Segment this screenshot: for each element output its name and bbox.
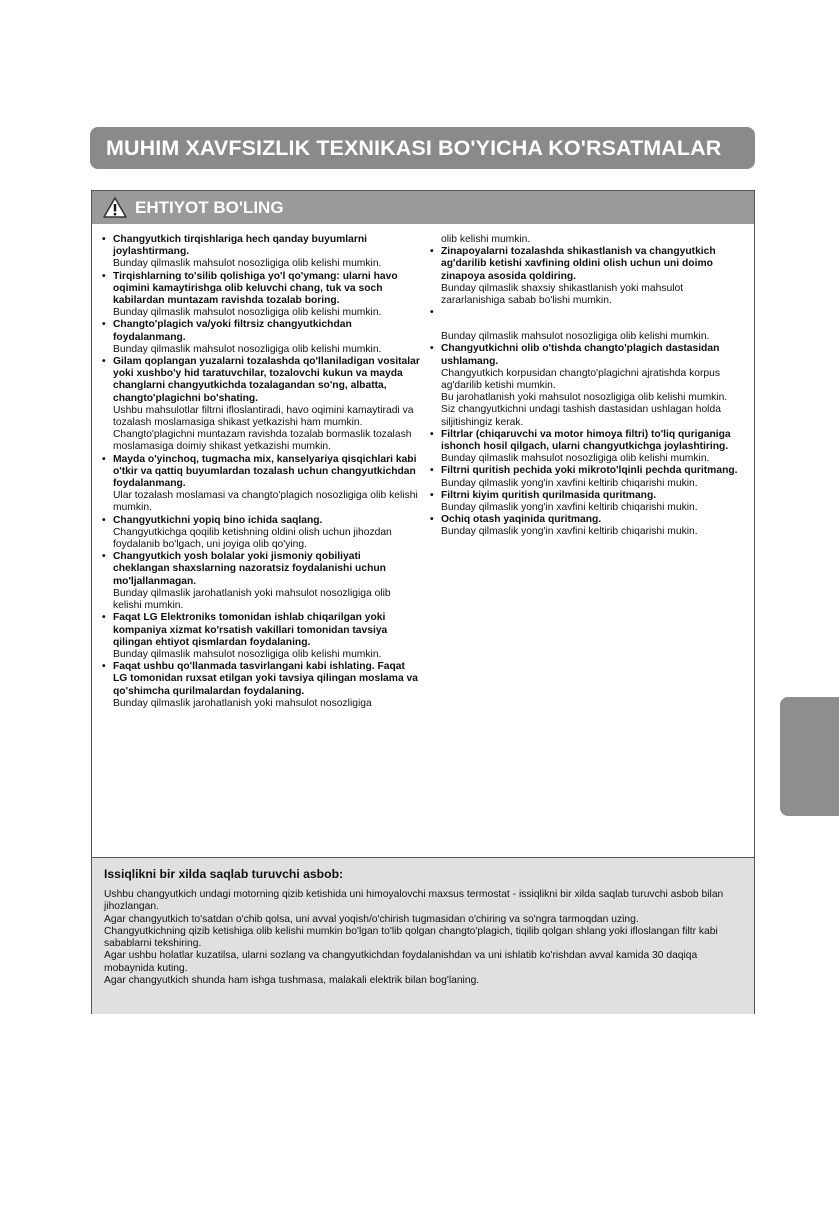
item-heading: Changyutkichni olib o'tishda changto'plagich dastasidan ushlamang.: [441, 343, 720, 367]
item-heading: Faqat LG Elektroniks tomonidan ishlab chiqarilgan yoki kompaniya xizmat ko'rsatish vakillari tomonidan tavsiya qilingan ehtiyot qismlardan foydalaning.: [113, 612, 388, 648]
warning-triangle-icon: [103, 197, 127, 218]
bullet: •: [102, 514, 106, 526]
item-heading: Changyutkichni yopiq bino ichida saqlang.: [113, 514, 323, 526]
right-column: [430, 234, 748, 539]
list-item: [102, 271, 420, 320]
blank-list-item: [430, 307, 748, 343]
item-body: Bunday qilmaslik mahsulot nosozligiga olib kelishi mumkin.: [441, 453, 710, 465]
item-body: Bunday qilmaslik yong'in xavfini keltirib chiqarishi mukin.: [441, 477, 698, 489]
list-item: [430, 246, 748, 307]
list-item: [430, 343, 748, 428]
list-item: [102, 515, 420, 552]
list-item: [430, 490, 748, 514]
thermostat-title: Issiqlikni bir xilda saqlab turuvchi asbob:: [104, 867, 344, 881]
thermostat-paragraph: Changyutkichning qizib ketishiga olib kelishi mumkin bo'lgan to'lib qolgan changto'plagich, tiqilib qolgan shlang yoki ifloslangan filtr kabi sabablarni tekshiring.: [104, 925, 718, 950]
caution-frame: [91, 190, 755, 1014]
item-body: Bunday qilmaslik shaxsiy shikastlanish yoki mahsulot zararlanishiga sabab bo'lishi mumkin.: [441, 282, 684, 307]
blank-gap: [441, 307, 748, 331]
page-title-bar: [90, 127, 755, 169]
right-item-list-a: [430, 246, 748, 307]
list-item: [430, 465, 748, 489]
item-body: Ushbu mahsulotlar filtrni ifloslantiradi, havo oqimini kamaytiradi va tozalash moslamasiga shikast yetkazishi ham mumkin.: [113, 404, 414, 429]
bullet: •: [430, 343, 434, 355]
list-item: [102, 356, 420, 454]
bullet: •: [102, 453, 106, 465]
bullet: •: [430, 307, 434, 319]
item-body: Bunday qilmaslik yong'in xavfini keltirib chiqarishi mukin.: [441, 502, 698, 514]
list-item: [430, 429, 748, 466]
item-heading: Faqat ushbu qo'llanmada tasvirlangani kabi ishlating. Faqat LG tomonidan ruxsat etilgan yoki tavsiya qilingan moslama va qo'shimcha qurilmalardan foydalaning.: [113, 661, 418, 697]
thermostat-paragraph: Agar changyutkich to'satdan o'chib qolsa, uni avval yoqish/o'chirish tugmasidan o'chiring va so'ngra tarmoqdan uzing.: [104, 913, 639, 925]
bullet: •: [430, 514, 434, 526]
bullet: •: [102, 319, 106, 331]
item-body: Siz changyutkichni undagi tashish dastasidan ushlagan holda siljitishingiz kerak.: [441, 404, 721, 428]
item-heading: Changyutkich tirqishlariga hech qanday buyumlarni joylashtirmang.: [113, 234, 368, 258]
item-heading: Filtrni quritish pechida yoki mikroto'lqinli pechda quritmang.: [441, 465, 738, 477]
list-item: [102, 319, 420, 356]
blank-item-body: Bunday qilmaslik mahsulot nosozligiga olib kelishi mumkin.: [441, 331, 710, 343]
bullet: •: [102, 356, 106, 368]
bullet: •: [430, 489, 434, 501]
thermostat-body: [104, 889, 744, 987]
thermostat-paragraph: Agar changyutkich shunda ham ishga tushmasa, malakali elektrik bilan bog'laning.: [104, 975, 480, 987]
item-body: Ular tozalash moslamasi va changto'plagich nosozligiga olib kelishi mumkin.: [113, 490, 418, 514]
left-item-list: [102, 234, 420, 710]
item-heading: Tirqishlarning to'silib qolishiga yo'l qo'ymang: ularni havo oqimini kamaytirishga olib keluvchi chang, tuk va soch kabilardan muntazam ravishda tozalab boring.: [113, 270, 398, 307]
thermostat-paragraph: Ushbu changyutkich undagi motorning qizib ketishida uni himoyalovchi maxsus termostat - issiqlikni bir xilda saqlab turuvchi asbob bilan jihozlangan.: [104, 889, 724, 913]
item-body: Bu jarohatlanish yoki mahsulot nosozligiga olib kelishi mumkin.: [441, 392, 728, 404]
bullet: •: [102, 551, 106, 563]
bullet: •: [102, 661, 106, 673]
item-heading: Ochiq otash yaqinida quritmang.: [441, 514, 602, 526]
caution-label: EHTIYOT BO'LING: [135, 197, 284, 217]
side-section-tab: [780, 697, 839, 816]
item-body: Bunday qilmaslik mahsulot nosozligiga olib kelishi mumkin.: [113, 258, 382, 270]
item-heading: Gilam qoplangan yuzalarni tozalashda qo'llaniladigan vositalar yoki xushbo'y hid taratuvchilar, tozalovchi kukun va mayda changlarni changyutkichda tozalagandan so'ng, albatta, changto'plagichni bo'shating.: [113, 356, 420, 404]
list-item: [430, 514, 748, 538]
item-heading: Changto'plagich va/yoki filtrsiz changyutkichdan foydalanmang.: [113, 319, 352, 343]
list-item: [102, 234, 420, 271]
item-body: Bunday qilmaslik jarohatlanish yoki mahsulot nosozligiga olib kelishi mumkin.: [113, 587, 391, 612]
item-heading: Mayda o'yinchoq, tugmacha mix, kanselyariya qisqichlari kabi o'tkir va qattiq buyumlardan tozalash uchun changyutkichdan foydalanmang.: [113, 453, 417, 490]
thermostat-paragraph: Agar ushbu holatlar kuzatilsa, ularni sozlang va changyutkichdan foydalanishdan va uni ishlatib ko'rishdan avval kamida 30 daqiqa mobaynida kuting.: [104, 950, 698, 974]
list-item: [102, 454, 420, 515]
list-item: [102, 612, 420, 661]
bullet: •: [430, 246, 434, 258]
item-body: Changyutkich korpusidan changto'plagichni ajratishda korpus ag'darilib ketishi mumkin.: [441, 367, 721, 392]
thermostat-note: [92, 857, 754, 1014]
item-heading: Filtrni kiyim quritish qurilmasida quritmang.: [441, 489, 657, 501]
item-body: Bunday qilmaslik yong'in xavfini keltirib chiqarishi mukin.: [441, 526, 698, 538]
item-heading: Filtrlar (chiqaruvchi va motor himoya filtri) to'liq quriganiga ishonch hosil qilgach, ularni changyutkichga joylashtiring.: [441, 428, 731, 453]
bullet: •: [102, 612, 106, 624]
page-title: MUHIM XAVFSIZLIK TEXNIKASI BO'YICHA KO'RSATMALAR: [106, 135, 722, 160]
item-body: Bunday qilmaslik jarohatlanish yoki mahsulot nosozligiga: [113, 697, 372, 709]
item-heading: Zinapoyalarni tozalashda shikastlanish va changyutkich ag'darilib ketishi xavfining oldini olish uchun uni doimo zinapoya asosida qoldiring.: [441, 246, 716, 282]
item-body: Changto'plagichni muntazam ravishda tozalab bormaslik tozalash moslamasiga doimiy shikast yetkazishi mumkin.: [113, 429, 412, 453]
caution-header: [92, 191, 754, 224]
continuation-text: olib kelishi mumkin.: [441, 234, 531, 245]
item-heading: Changyutkich yosh bolalar yoki jismoniy qobiliyati cheklangan shaxslarning nazoratsiz foydalanishi uchun mo'ljallanmagan.: [113, 551, 386, 587]
item-body: Changyutkichga qoqilib ketishning oldini olish uchun jihozdan foydalanib bo'lgach, uni joyiga olib qo'ying.: [113, 526, 392, 551]
bullet: •: [430, 465, 434, 477]
bullet: •: [430, 428, 434, 440]
item-body: Bunday qilmaslik mahsulot nosozligiga olib kelishi mumkin.: [113, 648, 382, 660]
right-item-list-b: [430, 343, 748, 538]
left-column: [102, 234, 420, 710]
list-item: [102, 661, 420, 710]
item-body: Bunday qilmaslik mahsulot nosozligiga olib kelishi mumkin.: [113, 307, 382, 319]
bullet: •: [102, 234, 106, 245]
list-item: [102, 551, 420, 612]
item-body: Bunday qilmaslik mahsulot nosozligiga olib kelishi mumkin.: [113, 343, 382, 355]
bullet: •: [102, 270, 106, 282]
